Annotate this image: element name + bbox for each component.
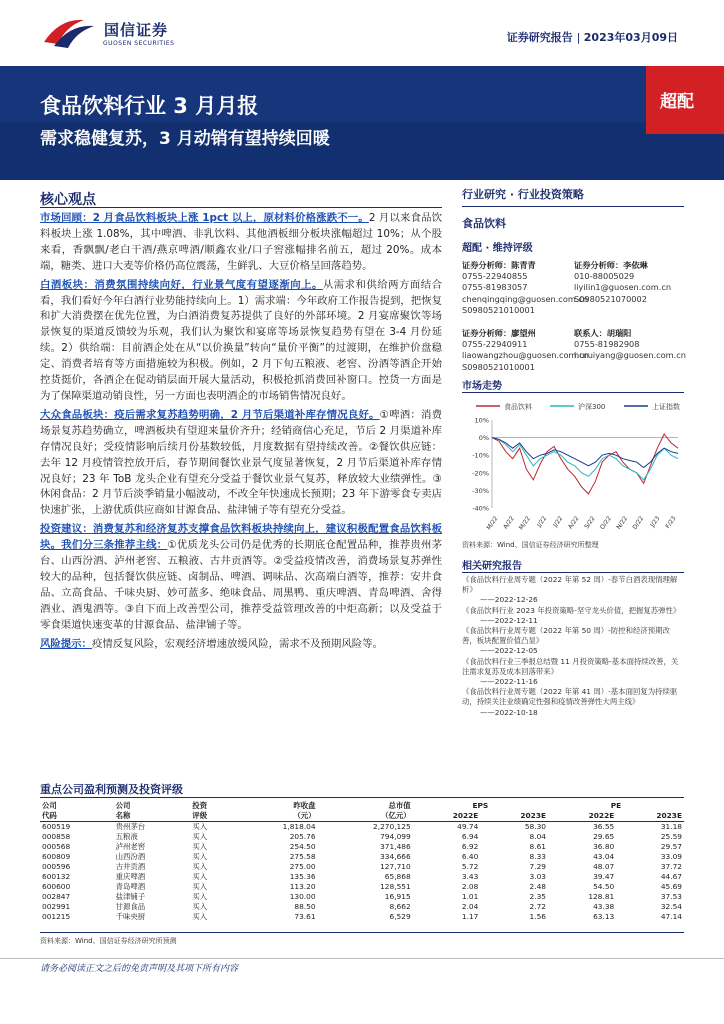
analyst-phone: 0755-81982908 (574, 339, 640, 350)
y-tick-label: -10% (472, 451, 489, 460)
table-cell: 买入 (192, 912, 208, 921)
related-reports-title: 相关研究报告 (462, 561, 522, 572)
rating-label: 超配 (660, 92, 694, 112)
y-tick-label: -40% (472, 504, 489, 513)
analyst-card (462, 328, 589, 373)
market-trend-chart (462, 396, 684, 536)
table-cell: 65,868 (384, 872, 411, 881)
table-cell: 334,666 (380, 852, 411, 861)
y-tick-label: -20% (472, 469, 489, 478)
table-row (40, 832, 684, 842)
x-tick-label: M/22 (485, 515, 500, 532)
legend-label: 上证指数 (652, 403, 680, 411)
company-name: 国信证券 (104, 21, 169, 39)
forecast-table-title: 重点公司盈利预测及投资评级 (40, 783, 183, 796)
col-header-pe: PE (610, 801, 622, 810)
guosen-logo-icon (40, 16, 98, 50)
related-report-item[interactable] (462, 687, 684, 718)
col-header-eps: EPS (472, 801, 489, 810)
col-header: 公司 (115, 801, 131, 810)
table-cell: 2.72 (529, 902, 547, 911)
col-subheader: （亿元） (318, 811, 413, 822)
related-report-text: 《食品饮料行业三季报总结暨 11 月投资策略-基本面持续改善，关注需求复苏及成本回落带来》 (462, 656, 679, 676)
table-cell: 8,662 (389, 902, 411, 911)
table-cell: 3.03 (529, 872, 547, 881)
market-trend-divider (462, 392, 684, 393)
table-cell: 买入 (192, 852, 208, 861)
table-row (40, 852, 684, 862)
table-cell: 54.50 (593, 882, 615, 891)
table-cell: 371,486 (380, 842, 411, 851)
related-report-item[interactable] (462, 606, 684, 626)
col-header: 昨收盘 (293, 801, 316, 810)
related-report-item[interactable] (462, 626, 684, 657)
col-subheader: 2023E (480, 811, 548, 822)
paragraph-lead: 大众食品板块：疫后需求复苏趋势明确，2 月节后渠道补库存情况良好。 (40, 408, 380, 421)
table-subheader-row (40, 811, 684, 822)
table-row (40, 912, 684, 922)
report-subtitle: 需求稳健复苏，3 月动销有望持续回暖 (40, 129, 330, 149)
paragraph-text: 从需求和供给两方面结合看，我们看好今年白酒行业势能持续向上。1）需求端：今年政府工作报告提到，把恢复和扩大消费摆在优先位置，为白酒消费复苏提供了良好的外部环境。2 月宴席聚饮等场景恢复的渠道反馈较为乐观，我们认为聚饮和宴席等场景恢复趋势有望在 3-4 月份延续。2）供给端：目前酒企处在从“以价换量”转向“量价平衡”的过渡期，在维护价盘稳定、消费者培育等方面措施较为积极。例如，2 月下旬五粮液、老窖、汾酒等酒企开始控货挺价，各酒企在促动销层面开展大量活动，积极抢抓消费回补窗口。控货一方面是为了保障渠道动销良性，另一方面也表明酒企的市场销售情况良好。 (40, 278, 442, 402)
footer-divider (0, 958, 724, 959)
table-cell: 33.09 (660, 852, 682, 861)
analyst-email[interactable]: liyilin1@guosen.com.cn (574, 282, 672, 293)
table-cell: 275.00 (289, 862, 316, 871)
table-row (40, 902, 684, 912)
table-cell: 古井贡酒 (115, 862, 146, 871)
table-cell: 31.18 (660, 822, 682, 831)
analyst-phone: 0755-22940911 (462, 339, 528, 350)
paragraph-text: ①优质龙头公司仍是优秀的长期底仓配置品种，推荐贵州茅台、山西汾酒、泸州老窖、五粮液、古井贡酒等。②受益疫情改善，消费场景复苏弹性较大的品种，包括餐饮供应链、卤制品、啤酒、调味品、次高端白酒等，推荐：安井食品、立高食品、千味央厨、妙可蓝多、绝味食品、周黑鸭、重庆啤酒、青岛啤酒、舍得酒业、酒鬼酒等。③自下而上改善型公司，推荐受益管理改善的中炬高新；以及受益于零食渠道快速变革的甘源食品、盐津铺子等。 (40, 539, 443, 631)
related-report-text: 《食品饮料行业周专题（2022 年第 41 周）-基本面回复为持续驱动，持续关注业绩确定性强和疫情改善弹性大两主线》 (462, 687, 678, 707)
table-cell: 002991 (42, 902, 71, 911)
table-cell: 买入 (192, 882, 208, 891)
table-cell: 2.08 (461, 882, 479, 891)
y-tick-label: 0% (478, 434, 489, 443)
paragraph-lead: 投资建议：消费复苏和经济复苏支撑食品饮料板块持续向上，建议积极配置食品饮料板块。我们分三条推荐主线： (40, 523, 442, 552)
forecast-table-body (40, 822, 684, 923)
analyst-license: S0980521010001 (462, 361, 535, 372)
col-subheader: 名称 (114, 811, 191, 822)
y-tick-label: 10% (474, 416, 489, 425)
table-cell: 127,710 (380, 862, 411, 871)
table-cell: 128,551 (380, 882, 411, 891)
col-subheader: 评级 (190, 811, 233, 822)
paragraph-lead: 风险提示： (40, 637, 92, 650)
legend-label: 沪深300 (578, 403, 606, 411)
x-tick-label: O/22 (598, 515, 613, 531)
x-tick-label: J/22 (552, 515, 565, 529)
related-report-date: ——2022-12-26 (480, 595, 538, 605)
table-cell: 买入 (192, 902, 208, 911)
y-tick-label: -30% (472, 486, 489, 495)
table-cell: 37.53 (660, 892, 682, 901)
related-report-text: 《食品饮料行业周专题（2022 年第 52 周）-春节白酒表现情理解析》 (462, 575, 678, 595)
analyst-card (574, 260, 686, 305)
table-cell: 6,529 (389, 912, 411, 921)
table-cell: 6.92 (461, 842, 479, 851)
table-cell: 买入 (192, 862, 208, 871)
table-cell: 青岛啤酒 (115, 882, 146, 891)
table-cell: 山西汾酒 (115, 852, 146, 861)
table-cell: 73.61 (294, 912, 316, 921)
table-cell: 8.61 (529, 842, 547, 851)
related-report-date: ——2022-11-16 (480, 677, 538, 687)
table-cell: 7.29 (529, 862, 547, 871)
report-date: 2023年03月09日 (583, 31, 678, 44)
paragraph-risk (40, 637, 442, 653)
table-cell: 1.17 (461, 912, 479, 921)
table-cell: 贵州茅台 (115, 822, 146, 831)
x-tick-label: A/22 (566, 515, 581, 531)
related-report-item[interactable] (462, 657, 684, 688)
table-cell: 000858 (42, 832, 71, 841)
table-cell: 275.58 (289, 852, 316, 861)
x-tick-label: F/23 (664, 515, 678, 530)
analyst-email[interactable]: liaowangzhou@guosen.com.cn (462, 350, 589, 361)
related-report-date: ——2022-12-11 (480, 615, 538, 625)
core-view-title: 核心观点 (40, 192, 96, 208)
core-view-body (40, 211, 442, 655)
table-cell: 买入 (192, 872, 208, 881)
table-cell: 43.38 (593, 902, 615, 911)
table-row (40, 822, 684, 833)
paragraph-baijiu (40, 278, 442, 405)
industry-divider (462, 206, 684, 207)
report-type: 证券研究报告 (506, 31, 573, 44)
analyst-role: 证券分析师：廖望州 (462, 328, 536, 338)
industry-category: 行业研究 · 行业投资策略 (462, 188, 584, 201)
table-cell: 113.20 (289, 882, 316, 891)
report-meta: 证券研究报告 | 2023年03月09日 (506, 31, 678, 44)
related-report-text: 《食品饮料行业 2023 年投资策略-坚守龙头价值，把握复苏弹性》 (462, 605, 681, 615)
table-cell: 5.72 (461, 862, 479, 871)
paragraph-market-review (40, 211, 442, 275)
table-cell: 001215 (42, 912, 71, 921)
analyst-role: 联系人：胡瑞阳 (574, 328, 632, 338)
table-row (40, 882, 684, 892)
table-cell: 泸州老窖 (115, 842, 146, 851)
related-report-text: 《食品饮料行业周专题（2022 年第 50 周）-防控和经济预期改善，板块配置价值凸显》 (462, 626, 670, 646)
table-row (40, 892, 684, 902)
table-cell: 8.33 (529, 852, 547, 861)
table-cell: 29.57 (660, 842, 682, 851)
table-cell: 130.00 (289, 892, 316, 901)
rating-badge (646, 66, 724, 134)
table-cell: 3.43 (461, 872, 479, 881)
table-cell: 88.50 (294, 902, 316, 911)
table-cell: 五粮液 (115, 832, 138, 841)
table-cell: 44.67 (660, 872, 682, 881)
report-title: 食品饮料行业 3 月月报 (40, 94, 259, 118)
col-header: 公司 (42, 801, 57, 810)
x-tick-label: D/22 (631, 515, 646, 531)
x-tick-label: S/22 (583, 515, 597, 531)
col-subheader: 2022E (413, 811, 481, 822)
table-cell: 2.04 (461, 902, 479, 911)
table-cell: 买入 (192, 842, 208, 851)
paragraph-investment (40, 522, 442, 633)
col-subheader: 2022E (548, 811, 616, 822)
table-cell: 1,818.04 (282, 822, 316, 831)
table-cell: 29.65 (593, 832, 615, 841)
table-cell: 37.72 (660, 862, 682, 871)
table-cell: 36.80 (593, 842, 615, 851)
table-cell: 49.74 (457, 822, 479, 831)
page-footer: 请务必阅读正文之后的免责声明及其项下所有内容 (40, 964, 239, 974)
table-cell: 16,915 (384, 892, 411, 901)
series-line (492, 438, 678, 468)
analyst-phone: 010-88005029 (574, 271, 635, 282)
related-report-item[interactable] (462, 575, 684, 606)
industry-name: 食品饮料 (462, 217, 506, 230)
paragraph-text: ①啤酒：消费场景复苏趋势确立，啤酒板块有望迎来量价齐升；经销商信心充足，节后 2 月渠道补库存情况良好；受疫情影响后续月份基数较低，月度数据有望持续改善。②餐饮供应链：去年 12 月疫情管控放开后，春节期间餐饮业景气度显著恢复，2 月节后渠道补库存情况良好；23 年 ToB 龙头企业有望充分受益于餐饮业景气复苏，释放较大业绩弹性。③休闲食品：2 月节后淡季销量小幅波动，不改全年快速成长预期；23 年下游零食专卖店快速扩张，上游优质供应商如甘源食品、盐津铺子等有望充分受益。 (40, 408, 442, 517)
table-row (40, 842, 684, 852)
table-cell: 25.59 (660, 832, 682, 841)
forecast-divider (40, 797, 684, 798)
table-cell: 甘源食品 (115, 902, 146, 911)
table-cell: 2.48 (529, 882, 547, 891)
table-cell: 002847 (42, 892, 71, 901)
paragraph-lead: 市场回顾：2 月食品饮料板块上涨 1pct 以上，原材料价格涨跌不一。 (40, 212, 369, 224)
legend-label: 食品饮料 (504, 403, 532, 411)
paragraph-lead: 白酒板块：消费氛围持续向好，行业景气度有望逐渐向上。 (40, 278, 323, 291)
table-cell: 600132 (42, 872, 71, 881)
paragraph-mass-food (40, 408, 442, 519)
table-cell: 205.76 (289, 832, 316, 841)
core-divider (40, 207, 442, 208)
forecast-table (40, 801, 684, 922)
chart-source: 资料来源：Wind、国信证券经济研究所整理 (462, 541, 599, 549)
table-cell: 盐津铺子 (115, 892, 146, 901)
analyst-license: S0980521070002 (574, 293, 647, 304)
paragraph-text: 疫情反复风险，宏观经济增速放缓风险，需求不及预期风险等。 (91, 637, 383, 650)
related-reports-list (462, 575, 684, 718)
table-row (40, 862, 684, 872)
analyst-card (574, 328, 686, 362)
table-cell: 794,099 (380, 832, 411, 841)
col-subheader: 代码 (40, 811, 114, 822)
table-cell: 买入 (192, 822, 208, 831)
table-cell: 1.56 (529, 912, 547, 921)
table-cell: 254.50 (289, 842, 316, 851)
industry-rating: 超配 · 维持评级 (462, 243, 533, 254)
table-cell: 6.94 (461, 832, 479, 841)
x-tick-label: N/22 (615, 515, 630, 531)
table-source: 资料来源：Wind、国信证券经济研究所预测 (40, 937, 177, 945)
table-cell: 买入 (192, 892, 208, 901)
table-row (40, 872, 684, 882)
market-trend-title: 市场走势 (462, 381, 502, 392)
industry-info (462, 186, 684, 394)
related-report-date: ——2022-10-18 (480, 707, 538, 717)
table-cell: 45.69 (660, 882, 682, 891)
x-tick-label: A/22 (502, 515, 516, 531)
analyst-list (462, 260, 684, 394)
table-cell: 48.07 (593, 862, 615, 871)
analyst-card (462, 260, 589, 316)
table-cell: 47.14 (660, 912, 682, 921)
table-cell: 600600 (42, 882, 71, 891)
table-cell: 58.30 (524, 822, 547, 831)
x-tick-label: J/23 (649, 515, 662, 529)
table-cell: 63.13 (593, 912, 615, 921)
col-subheader: （元） (233, 811, 317, 822)
related-divider (462, 572, 684, 573)
related-report-date: ——2022-12-05 (480, 646, 538, 656)
company-name-en: GUOSEN SECURITIES (103, 40, 175, 47)
analyst-email[interactable]: chenqingqing@guosen.com.cn (462, 293, 589, 304)
analyst-role: 证券分析师：李依琳 (574, 260, 648, 270)
title-banner (0, 66, 724, 180)
table-cell: 2.35 (529, 892, 547, 901)
analyst-phone: 0755-81983057 (462, 282, 528, 293)
table-cell: 600519 (42, 822, 71, 831)
table-cell: 2,270,125 (373, 822, 411, 831)
table-cell: 6.40 (461, 852, 479, 861)
table-cell: 000596 (42, 862, 71, 871)
table-cell: 39.47 (593, 872, 615, 881)
paragraph-text: 2 月以来食品饮料板块上涨 1.08%，其中啤酒、非乳饮料、其他酒板细分板块涨幅超过 10%；从个股来看，香飘飘/老白干酒/燕京啤酒/顺鑫农业/口子窖涨幅排名前五，超过 20%。成本端，糖类、进口大麦等价格仍高位震荡，生鲜乳、大豆价格呈回落趋势。 (40, 212, 443, 272)
table-cell: 1.01 (461, 892, 479, 901)
table-cell: 128.81 (588, 892, 615, 901)
table-header-row (40, 801, 684, 811)
analyst-license: S0980521010001 (462, 304, 535, 315)
col-header: 投资 (192, 801, 208, 810)
table-cell: 千味央厨 (115, 912, 146, 921)
table-cell: 600809 (42, 852, 71, 861)
x-tick-label: J/22 (535, 515, 549, 529)
col-subheader: 2023E (616, 811, 684, 822)
analyst-phone: 0755-22940855 (462, 271, 528, 282)
table-cell: 32.54 (660, 902, 682, 911)
table-cell: 36.55 (593, 822, 615, 831)
col-header: 总市值 (388, 801, 411, 810)
table-cell: 买入 (192, 832, 208, 841)
table-cell: 重庆啤酒 (115, 872, 146, 881)
table-cell: 8.04 (529, 832, 547, 841)
page-header (0, 0, 724, 60)
table-cell: 000568 (42, 842, 71, 851)
analyst-email[interactable]: huruiyang@guosen.com.cn (574, 350, 686, 361)
analyst-role: 证券分析师：陈青青 (462, 260, 536, 270)
forecast-bottom-divider (40, 932, 684, 933)
table-cell: 43.04 (593, 852, 615, 861)
x-tick-label: M/22 (517, 515, 533, 532)
table-cell: 135.36 (289, 872, 316, 881)
